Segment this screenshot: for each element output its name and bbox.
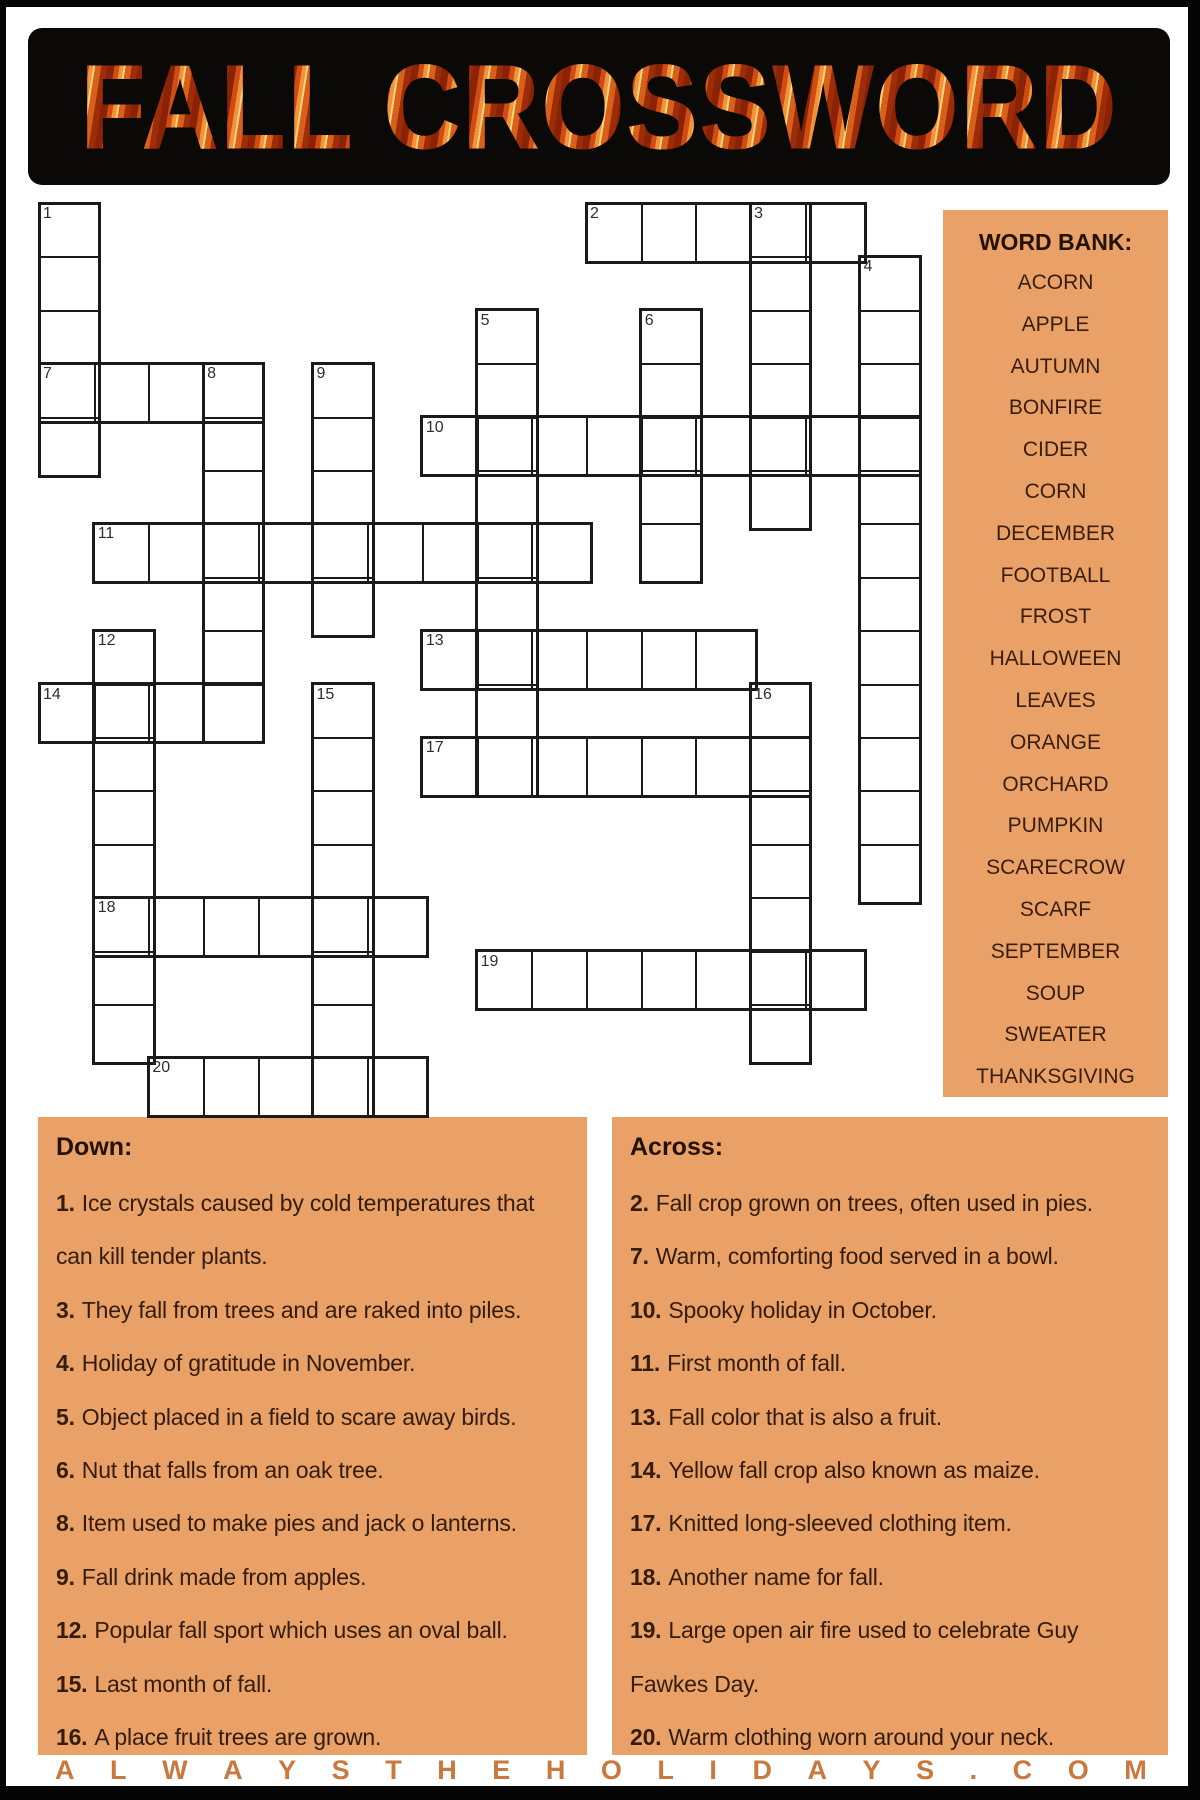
grid-cell-r14c9[interactable] <box>533 953 584 1002</box>
clue-number-label: 12. <box>56 1617 88 1644</box>
down-clue-8: 8. Item used to make pies and jack o lanterns. <box>56 1510 517 1537</box>
footer-letter: E <box>492 1754 511 1785</box>
grid-cell-r6c15[interactable] <box>862 525 913 574</box>
grid-cell-r4c0[interactable] <box>41 419 92 468</box>
grid-cell-r13c6[interactable] <box>369 899 420 948</box>
footer-letter: L <box>110 1754 127 1785</box>
clue-number-label: 13. <box>630 1403 662 1430</box>
clue-number-label: 19. <box>630 1617 662 1644</box>
page-title: FALL CROSSWORD <box>80 38 1118 174</box>
clue-number-label: 6. <box>56 1456 75 1483</box>
footer-letter: I <box>709 1754 717 1785</box>
grid-cell-r9c8[interactable] <box>479 686 530 735</box>
grid-cell-r14c12[interactable] <box>697 953 748 1002</box>
across-clue-20: 20. Warm clothing worn around your neck. <box>630 1723 1055 1750</box>
word-bank-word: FOOTBALL <box>1000 563 1111 587</box>
grid-cell-r8c3[interactable] <box>205 632 256 681</box>
cell-number-12: 12 <box>97 632 116 650</box>
grid-cell-r5c5[interactable] <box>315 472 366 521</box>
grid-cell-r6c7[interactable] <box>424 525 475 574</box>
down-clue-1: 1. Ice crystals caused by cold temperatures that <box>56 1190 535 1216</box>
word-bank-word: THANKSGIVING <box>976 1065 1135 1089</box>
word-bank-word: SWEATER <box>1004 1023 1107 1047</box>
footer-letter: A <box>55 1754 75 1785</box>
footer-letter: D <box>752 1754 772 1785</box>
footer-letter: A <box>223 1754 243 1785</box>
grid-line <box>203 685 205 741</box>
grid-cell-r3c2[interactable] <box>150 365 201 414</box>
grid-cell-r10c5[interactable] <box>315 739 366 788</box>
across-clue-2: 2. Fall crop grown on trees, often used in pies. <box>630 1190 1093 1216</box>
cell-number-7: 7 <box>43 365 52 383</box>
grid-line <box>750 739 752 795</box>
word-bank-word: APPLE <box>1021 312 1090 336</box>
grid-cell-r15c1[interactable] <box>96 1006 147 1055</box>
page-border-bottom <box>0 1786 1200 1800</box>
grid-cell-r8c9[interactable] <box>533 632 584 681</box>
grid-cell-r16c4[interactable] <box>260 1059 311 1108</box>
grid-line <box>94 685 96 741</box>
cell-number-11: 11 <box>97 525 115 543</box>
grid-cell-r0c14[interactable] <box>807 205 858 254</box>
grid-cell-r5c13[interactable] <box>752 472 803 521</box>
cell-number-3: 3 <box>754 205 763 222</box>
down-clue-3: 3. They fall from trees and are raked into piles. <box>56 1296 522 1323</box>
footer-letter: H <box>545 1754 566 1785</box>
grid-line <box>312 899 314 955</box>
grid-cell-r15c5[interactable] <box>315 1006 366 1055</box>
cell-number-13: 13 <box>425 632 444 650</box>
footer-letter: Y <box>278 1754 297 1785</box>
grid-cell-r0c12[interactable] <box>697 205 748 254</box>
grid-cell-r6c2[interactable] <box>150 525 201 574</box>
footer-letter: . <box>969 1754 978 1785</box>
grid-cell-r6c9[interactable] <box>533 525 584 574</box>
grid-cell-r13c3[interactable] <box>205 899 256 948</box>
footer-letter: L <box>657 1754 674 1785</box>
grid-cell-r6c6[interactable] <box>369 525 420 574</box>
across-clue-10: 10. Spooky holiday in October. <box>630 1296 937 1323</box>
grid-line <box>477 632 479 688</box>
cell-number-1: 1 <box>43 205 52 222</box>
footer-letter: O <box>1067 1754 1089 1785</box>
grid-cell-r14c14[interactable] <box>807 953 858 1002</box>
across-clue-13: 13. Fall color that is also a fruit. <box>630 1403 942 1430</box>
footer-letter: S <box>916 1754 935 1785</box>
word-bank-word: SCARECROW <box>986 856 1125 880</box>
footer-letter: S <box>331 1754 350 1785</box>
grid-cell-r3c15[interactable] <box>862 365 913 414</box>
down-clue-4: 4. Holiday of gratitude in November. <box>56 1350 416 1377</box>
word-bank-word: ORCHARD <box>1002 772 1109 796</box>
grid-cell-r9c15[interactable] <box>862 686 913 735</box>
grid-line <box>477 418 479 474</box>
grid-cell-r7c8[interactable] <box>479 579 530 628</box>
grid-line <box>477 525 479 581</box>
word-bank-word: FROST <box>1019 605 1092 629</box>
across-clue-7: 7. Warm, comforting food served in a bowl. <box>630 1243 1059 1270</box>
word-bank-word: SCARF <box>1019 897 1092 921</box>
grid-cell-r11c1[interactable] <box>96 792 147 841</box>
grid-line <box>641 418 643 474</box>
grid-line <box>750 952 752 1008</box>
footer-letter: T <box>385 1754 402 1785</box>
clue-number-label: 20. <box>630 1723 662 1750</box>
grid-cell-r3c1[interactable] <box>96 365 147 414</box>
word-bank-title: WORD BANK: <box>978 229 1133 255</box>
grid-cell-r12c15[interactable] <box>862 846 913 895</box>
clue-number-label: 4. <box>56 1350 75 1377</box>
cell-number-10: 10 <box>425 418 444 436</box>
grid-cell-r10c11[interactable] <box>643 739 694 788</box>
cell-number-20: 20 <box>152 1059 171 1077</box>
word-bank-word: ORANGE <box>1009 730 1101 754</box>
down-heading: Down: <box>56 1133 133 1161</box>
grid-cell-r14c11[interactable] <box>643 953 694 1002</box>
grid-line <box>312 1059 314 1115</box>
cell-number-14: 14 <box>43 685 61 703</box>
grid-cell-r4c12[interactable] <box>697 419 748 468</box>
page-border-top <box>0 0 1200 7</box>
down-clue-5: 5. Object placed in a field to scare away birds. <box>56 1403 517 1430</box>
grid-cell-r4c9[interactable] <box>533 419 584 468</box>
grid-cell-r3c8[interactable] <box>479 365 530 414</box>
grid-cell-r8c10[interactable] <box>588 632 639 681</box>
grid-cell-r8c15[interactable] <box>862 632 913 681</box>
down-clue-12: 12. Popular fall sport which uses an oval ball. <box>56 1617 508 1644</box>
page-border-left <box>0 0 6 1800</box>
across-clue-11: 11. First month of fall. <box>630 1350 846 1377</box>
clue-number-label: 1. <box>56 1190 75 1216</box>
grid-cell-r13c4[interactable] <box>260 899 311 948</box>
grid-cell-r6c11[interactable] <box>643 525 694 574</box>
down-clue-16: 16. A place fruit trees are grown. <box>56 1723 382 1750</box>
across-heading: Across: <box>630 1133 724 1161</box>
grid-cell-r10c15[interactable] <box>862 739 913 788</box>
grid-cell-r12c5[interactable] <box>315 846 366 895</box>
word-bank-word: AUTUMN <box>1010 354 1101 378</box>
grid-cell-r4c3[interactable] <box>205 419 256 468</box>
grid-cell-r16c3[interactable] <box>205 1059 256 1108</box>
footer-letter: C <box>1012 1754 1033 1785</box>
clue-number-label: 17. <box>630 1510 662 1537</box>
grid-line <box>750 418 752 474</box>
across-clue-14: 14. Yellow fall crop also known as maize. <box>630 1456 1040 1483</box>
footer-letter: A <box>807 1754 827 1785</box>
grid-cell-r7c15[interactable] <box>862 579 913 628</box>
cell-number-2: 2 <box>590 205 599 222</box>
grid-line <box>312 525 314 581</box>
word-bank-word: ACORN <box>1017 271 1094 294</box>
clue-number-label: 3. <box>56 1296 75 1323</box>
clue-number-label: 16. <box>56 1723 88 1750</box>
grid-cell-r1c13[interactable] <box>752 258 803 307</box>
word-bank-word: DECEMBER <box>995 521 1116 545</box>
down-clue-15: 15. Last month of fall. <box>56 1670 273 1697</box>
cell-number-8: 8 <box>207 365 216 383</box>
across-clue-19-cont: Fawkes Day. <box>630 1670 760 1697</box>
cell-number-15: 15 <box>316 685 335 703</box>
grid-cell-r12c1[interactable] <box>96 846 147 895</box>
grid-cell-r2c15[interactable] <box>862 312 913 361</box>
footer-letter: O <box>600 1754 622 1785</box>
grid-cell-r5c8[interactable] <box>479 472 530 521</box>
cell-number-16: 16 <box>754 685 772 703</box>
grid-cell-r4c14[interactable] <box>807 419 858 468</box>
footer-letter: M <box>1124 1754 1147 1785</box>
grid-cell-r10c9[interactable] <box>533 739 584 788</box>
grid-line <box>203 525 205 581</box>
clue-number-label: 14. <box>630 1456 662 1483</box>
grid-cell-r8c12[interactable] <box>697 632 748 681</box>
clue-number-label: 15. <box>56 1670 88 1697</box>
grid-cell-r4c5[interactable] <box>315 419 366 468</box>
grid-cell-r9c2[interactable] <box>150 686 201 735</box>
word-bank-word: HALLOWEEN <box>989 647 1122 671</box>
word-bank-word: BONFIRE <box>1008 396 1103 420</box>
across-clue-19: 19. Large open air fire used to celebrate Guy <box>630 1617 1079 1644</box>
grid-cell-r3c11[interactable] <box>643 365 694 414</box>
grid-cell-r7c3[interactable] <box>205 579 256 628</box>
across-clue-17: 17. Knitted long-sleeved clothing item. <box>630 1510 1012 1537</box>
word-bank-word: LEAVES <box>1015 688 1096 712</box>
grid-cell-r1c0[interactable] <box>41 258 92 307</box>
across-clue-18: 18. Another name for fall. <box>630 1563 884 1590</box>
down-clue-1-cont: can kill tender plants. <box>56 1243 268 1270</box>
grid-cell-r14c5[interactable] <box>315 953 366 1002</box>
clue-number-label: 10. <box>630 1296 662 1323</box>
grid-cell-r5c11[interactable] <box>643 472 694 521</box>
cell-number-19: 19 <box>480 952 499 970</box>
grid-cell-r2c0[interactable] <box>41 312 92 361</box>
grid-cell-r2c13[interactable] <box>752 312 803 361</box>
grid-cell-r11c13[interactable] <box>752 792 803 841</box>
grid-cell-r11c5[interactable] <box>315 792 366 841</box>
page-border-right <box>1188 0 1200 1800</box>
grid-cell-r13c13[interactable] <box>752 899 803 948</box>
clue-number-label: 2. <box>630 1190 649 1216</box>
clue-number-label: 9. <box>56 1563 75 1590</box>
grid-cell-r8c11[interactable] <box>643 632 694 681</box>
grid-cell-r16c6[interactable] <box>369 1059 420 1108</box>
cell-number-17: 17 <box>425 739 444 756</box>
grid-cell-r5c15[interactable] <box>862 472 913 521</box>
clue-number-label: 8. <box>56 1510 75 1537</box>
site-footer <box>55 1753 1147 1787</box>
cell-number-5: 5 <box>480 311 490 329</box>
cell-number-4: 4 <box>863 258 873 276</box>
down-clue-9: 9. Fall drink made from apples. <box>56 1563 367 1590</box>
word-bank-word: SOUP <box>1025 981 1086 1005</box>
grid-cell-r7c5[interactable] <box>315 579 366 628</box>
grid-cell-r6c4[interactable] <box>260 525 311 574</box>
grid-cell-r14c1[interactable] <box>96 953 147 1002</box>
grid-line <box>859 418 861 474</box>
word-bank-word: CIDER <box>1022 438 1089 462</box>
footer-letter: W <box>162 1754 188 1785</box>
cell-number-18: 18 <box>97 899 116 917</box>
grid-cell-r10c1[interactable] <box>96 739 147 788</box>
word-bank-word: PUMPKIN <box>1007 814 1104 838</box>
clue-number-label: 7. <box>630 1243 649 1270</box>
grid-cell-r10c10[interactable] <box>588 739 639 788</box>
cell-number-6: 6 <box>644 311 654 329</box>
grid-line <box>477 739 479 795</box>
grid-cell-r15c13[interactable] <box>752 1006 803 1055</box>
grid-cell-r11c15[interactable] <box>862 792 913 841</box>
footer-letter: H <box>437 1754 457 1785</box>
grid-cell-r4c10[interactable] <box>588 419 639 468</box>
down-clue-6: 6. Nut that falls from an oak tree. <box>56 1456 384 1483</box>
grid-cell-r13c2[interactable] <box>150 899 201 948</box>
word-bank-word: SEPTEMBER <box>990 939 1121 963</box>
clue-number-label: 11. <box>630 1350 661 1377</box>
grid-cell-r3c13[interactable] <box>752 365 803 414</box>
grid-cell-r5c3[interactable] <box>205 472 256 521</box>
cell-number-9: 9 <box>316 365 326 383</box>
clue-number-label: 18. <box>630 1563 662 1590</box>
grid-cell-r12c13[interactable] <box>752 846 803 895</box>
grid-cell-r14c10[interactable] <box>588 953 639 1002</box>
clue-number-label: 5. <box>56 1403 75 1430</box>
grid-cell-r10c12[interactable] <box>697 739 748 788</box>
footer-letter: Y <box>862 1754 881 1785</box>
grid-cell-r0c11[interactable] <box>643 205 694 254</box>
word-bank-word: CORN <box>1024 479 1087 503</box>
